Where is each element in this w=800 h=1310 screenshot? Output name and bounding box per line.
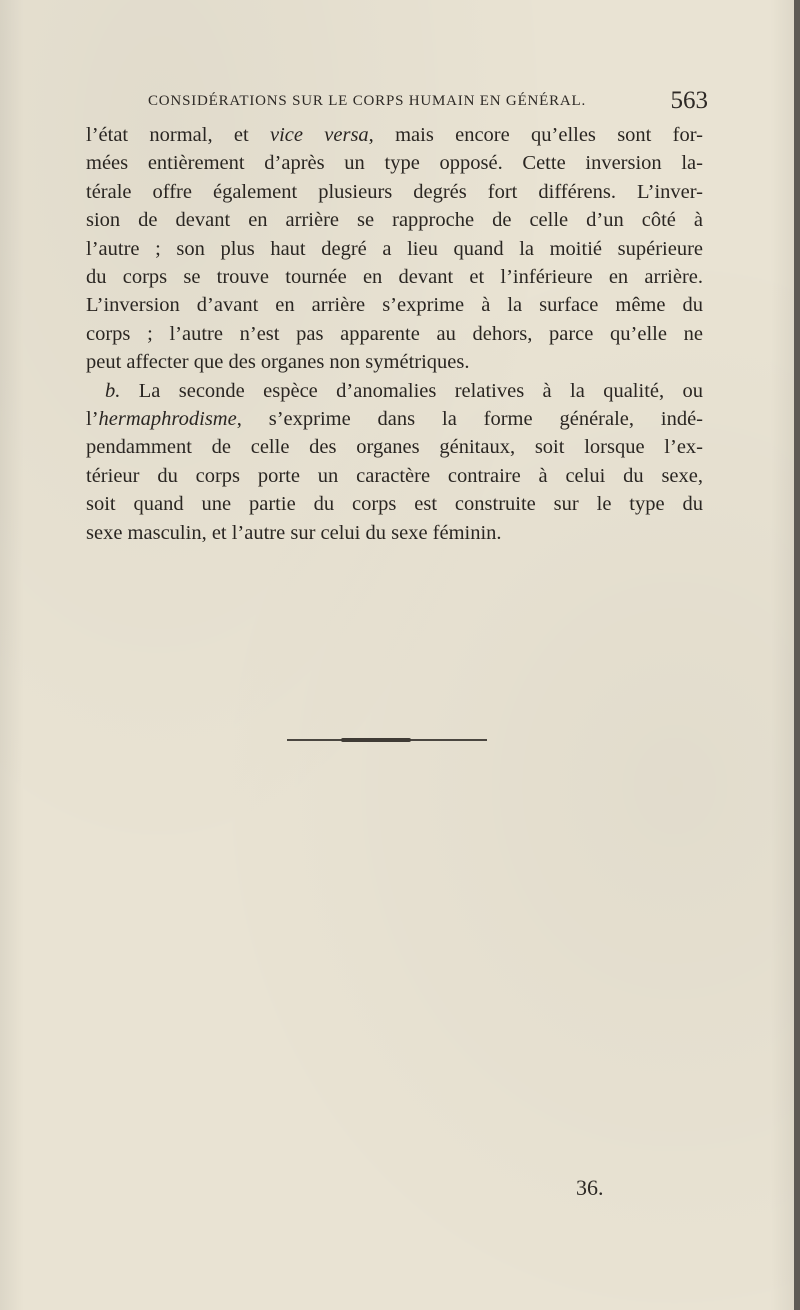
text-line: térieur du corps porte un caractère contraire à celui du sexe,: [86, 464, 703, 487]
text-line: térale offre également plusieurs degrés fort différens. L’inver-: [86, 180, 703, 203]
text-line: du corps se trouve tournée en devant et l’inférieure en arrière.: [86, 266, 703, 289]
text-line: peut affecter que des organes non symétriques.: [86, 351, 470, 374]
text-line: pendamment de celle des organes génitaux, soit lorsque l’ex-: [86, 436, 703, 459]
signature-mark: 36.: [576, 1175, 604, 1200]
body-text: [86, 121, 703, 547]
text-line: L’inversion d’avant en arrière s’exprime à la surface même du: [86, 294, 703, 317]
italic-phrase: vice versa: [269, 124, 369, 146]
section-marker: b.: [105, 379, 121, 402]
text-line: sion de devant en arrière se rapproche de celle d’un côté à: [86, 209, 703, 232]
text-line: l’autre ; son plus haut degré a lieu quand la moitié supérieure: [86, 237, 703, 260]
text-line: sexe masculin, et l’autre sur celui du sexe féminin.: [86, 521, 502, 544]
text-line: mées entièrement d’après un type opposé. Cette inversion la-: [86, 152, 703, 175]
text-line: corps ; l’autre n’est pas apparente au dehors, parce qu’elle ne: [86, 322, 703, 345]
text-line: l’hermaphrodisme, s’exprime dans la forme générale, indé-: [86, 408, 703, 431]
text-line: l’état normal, et vice versa, mais encore qu’elles sont for-: [86, 124, 703, 146]
italic-term: hermaphrodisme: [98, 408, 237, 431]
page-number: 563: [670, 87, 708, 114]
section-divider: [287, 739, 487, 741]
text-line: b. La seconde espèce d’anomalies relatives à la qualité, ou: [105, 379, 703, 402]
running-title: CONSIDÉRATIONS SUR LE CORPS HUMAIN EN GÉNÉRAL.: [148, 92, 587, 109]
running-head: [148, 86, 708, 116]
text-line: soit quand une partie du corps est construite sur le type du: [86, 493, 703, 516]
